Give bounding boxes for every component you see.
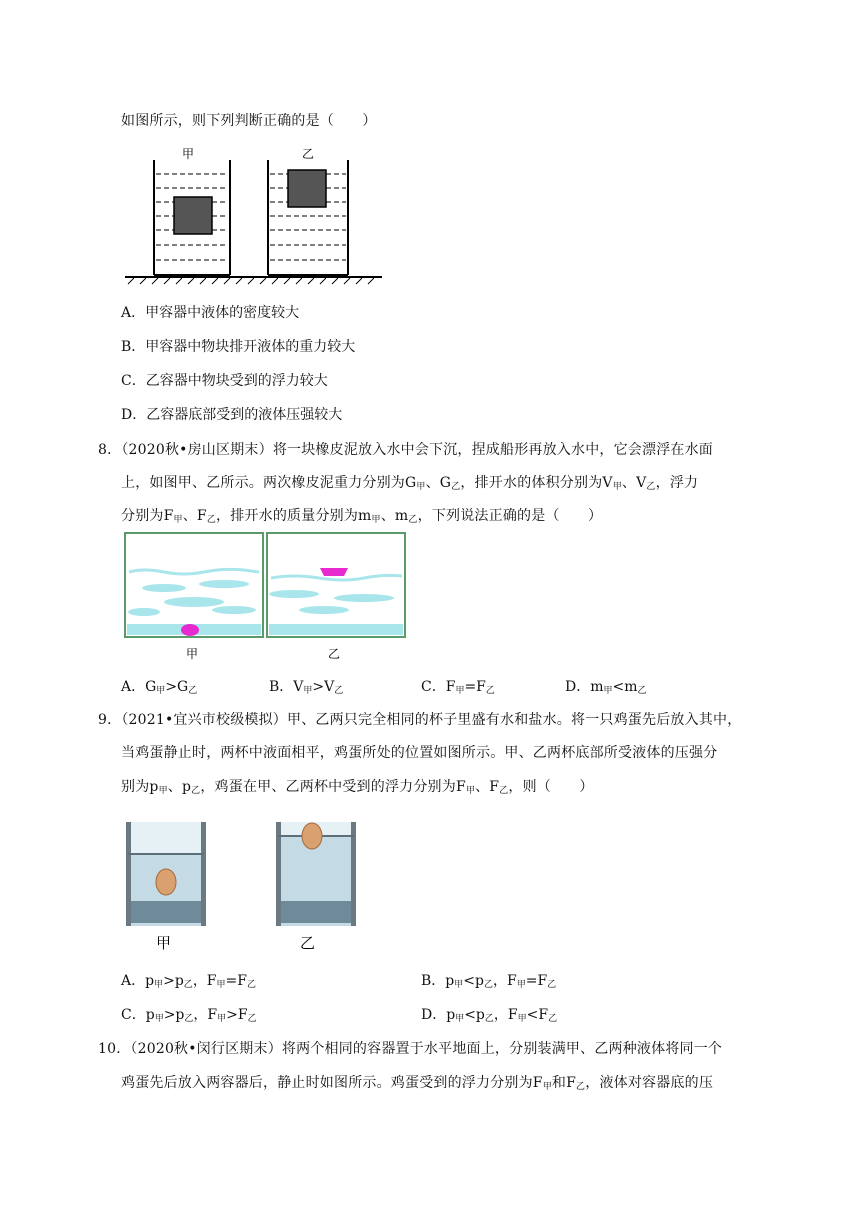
block-a	[174, 197, 212, 234]
q7-figure	[120, 140, 390, 285]
q8-stem-line1: 8．（2020秋•房山区期末）将一块橡皮泥放入水中会下沉，捏成船形再放入水中，它会漂浮在水面	[98, 442, 714, 458]
q7-option-d[interactable]: D．乙容器底部受到的液体压强较大	[121, 407, 343, 423]
egg-a	[156, 869, 176, 895]
glass-b	[276, 822, 356, 926]
q8-source: （2020秋•房山区期末）	[121, 442, 273, 458]
q7-stem-tail: 如图所示，则下列判断正确的是（ ）	[121, 113, 377, 129]
q9-figure	[120, 806, 370, 956]
q8-figure	[124, 532, 408, 672]
q8-fig-label-a: 甲	[186, 647, 199, 661]
putty-ball	[181, 624, 199, 636]
q9-stem-line2: 当鸡蛋静止时，两杯中液面相平，鸡蛋所处的位置如图所示。甲、乙两杯底部所受液体的压强分	[121, 745, 718, 761]
q9-source: （2021•宜兴市校级模拟）	[121, 712, 287, 728]
q9-stem-line1: 9．（2021•宜兴市校级模拟）甲、乙两只完全相同的杯子里盛有水和盐水。将一只鸡蛋先后放入其中，	[98, 712, 742, 728]
q9-fig-label-a: 甲	[156, 934, 172, 952]
q9-option-a[interactable]: A．p甲>p乙，F甲=F乙	[121, 973, 257, 990]
q9-fig-label-b: 乙	[300, 934, 316, 952]
container-a	[154, 160, 230, 275]
q7-fig-label-a: 甲	[182, 147, 195, 161]
q9-stem-line3: 别为p甲、p乙，鸡蛋在甲、乙两杯中受到的浮力分别为F甲、F乙，则（ ）	[121, 779, 594, 796]
q9-option-b[interactable]: B．p甲<p乙，F甲=F乙	[421, 973, 557, 990]
putty-boat	[320, 568, 348, 576]
q10-number: 10．	[98, 1041, 131, 1057]
q8-option-d[interactable]: D．m甲<m乙	[565, 679, 647, 696]
q7-option-c[interactable]: C．乙容器中物块受到的浮力较大	[121, 373, 328, 389]
q7-option-b[interactable]: B．甲容器中物块排开液体的重力较大	[121, 339, 356, 355]
q7-fig-label-b: 乙	[302, 147, 315, 161]
q8-option-b[interactable]: B．V甲>V乙	[269, 679, 344, 696]
q8-panel-a	[125, 533, 263, 637]
q9-number: 9．	[98, 712, 122, 728]
block-b	[288, 170, 326, 207]
q9-option-c[interactable]: C．p甲>p乙，F甲>F乙	[121, 1007, 257, 1024]
q10-stem-line2: 鸡蛋先后放入两容器后，静止时如图所示。鸡蛋受到的浮力分别为F甲和F乙，液体对容器底的压	[121, 1075, 714, 1092]
q10-stem-line1: 10．（2020秋•闵行区期末）将两个相同的容器置于水平地面上，分别装满甲、乙两种液体将同一个	[98, 1041, 723, 1057]
q8-number: 8．	[98, 442, 122, 458]
q8-option-a[interactable]: A．G甲>G乙	[121, 679, 198, 696]
q8-stem-line2: 上，如图甲、乙所示。两次橡皮泥重力分别为G甲、G乙，排开水的体积分别为V甲、V乙，浮力	[121, 475, 699, 492]
q7-option-a[interactable]: A．甲容器中液体的密度较大	[121, 305, 300, 321]
q8-stem-line3: 分别为F甲、F乙，排开水的质量分别为m甲、m乙，下列说法正确的是（ ）	[121, 508, 603, 525]
q8-option-c[interactable]: C．F甲=F乙	[421, 679, 495, 696]
container-b	[268, 160, 348, 275]
egg-b	[302, 823, 322, 849]
q10-source: （2020秋•闵行区期末）	[130, 1041, 282, 1057]
q9-option-d[interactable]: D．p甲<p乙，F甲<F乙	[421, 1007, 558, 1024]
glass-a	[126, 822, 206, 926]
q8-fig-label-b: 乙	[328, 647, 341, 661]
q8-panel-b	[267, 533, 405, 637]
